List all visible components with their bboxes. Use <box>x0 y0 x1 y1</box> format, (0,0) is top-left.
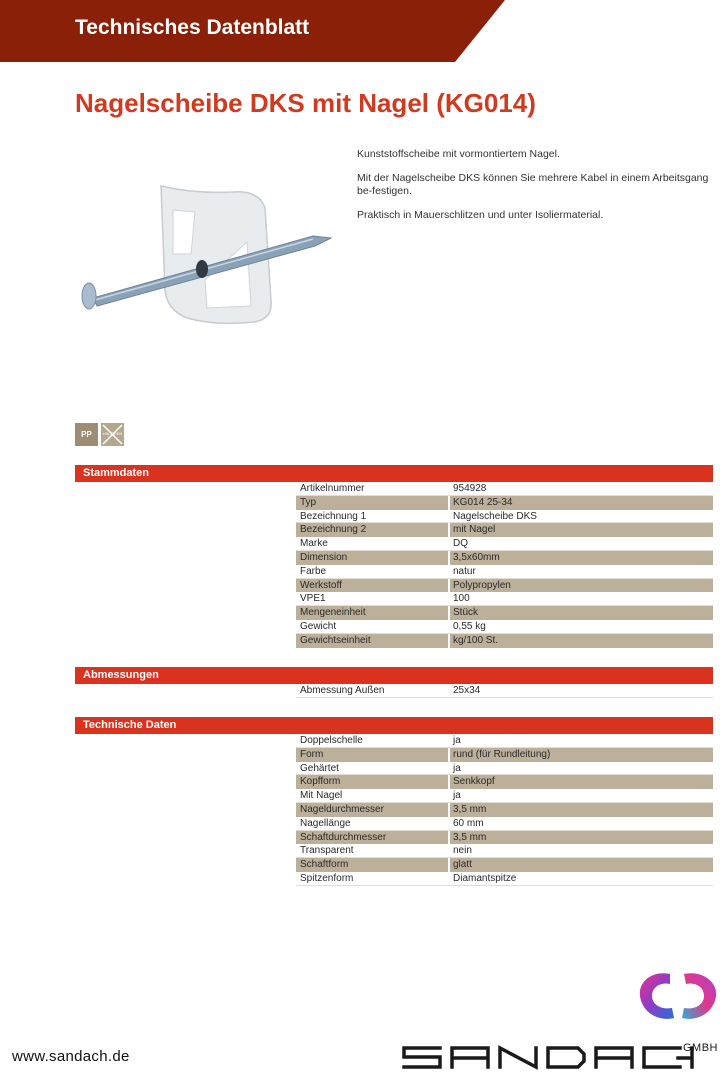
row-value: kg/100 St. <box>450 634 713 648</box>
row-key: Farbe <box>296 565 450 578</box>
table-row <box>296 620 713 634</box>
row-key: Nageldurchmesser <box>296 803 450 817</box>
table-row <box>296 748 713 762</box>
row-value: rund (für Rundleitung) <box>450 748 713 762</box>
table-row <box>296 684 713 698</box>
table-row <box>296 775 713 789</box>
table-row <box>296 496 713 510</box>
row-value: Senkkopf <box>450 775 713 789</box>
row-key: Mengeneinheit <box>296 606 450 620</box>
badge-halogen-text: HALOGEN <box>102 431 123 436</box>
table-row <box>296 872 713 886</box>
row-value: 25x34 <box>453 685 481 696</box>
product-title: Nagelscheibe DKS mit Nagel (KG014) <box>75 88 536 118</box>
table-row <box>296 551 713 565</box>
row-value: KG014 25-34 <box>450 496 713 510</box>
row-key: Form <box>296 748 450 762</box>
row-key: Gewichtseinheit <box>296 634 450 648</box>
header-bar <box>0 0 720 62</box>
material-badges <box>75 423 124 446</box>
row-value: ja <box>453 735 461 746</box>
section-stammdaten-header: Stammdaten <box>75 465 713 482</box>
table-row <box>296 803 713 817</box>
row-key: Kopfform <box>296 775 450 789</box>
table-row <box>296 606 713 620</box>
row-key: Bezeichnung 2 <box>296 523 450 537</box>
description-line: Kunststoffscheibe mit vormontiertem Nagel. <box>357 148 560 160</box>
row-value: 60 mm <box>453 817 484 829</box>
row-key: Artikelnummer <box>296 482 450 495</box>
row-value: ja <box>453 762 461 774</box>
row-key: Typ <box>296 496 450 510</box>
table-row <box>296 537 713 551</box>
row-key: Abmessung Außen <box>296 684 450 697</box>
stammdaten-table <box>296 482 713 648</box>
abmessungen-table <box>296 684 713 698</box>
table-row <box>296 762 713 776</box>
row-value: Nagelscheibe DKS <box>453 510 537 522</box>
badge-pp: PP <box>75 423 98 446</box>
description-line: Praktisch in Mauerschlitzen und unter Isoliermaterial. <box>357 209 604 221</box>
description-line: Mit der Nagelscheibe DKS können Sie mehrere Kabel in einem Arbeitsgang be-festigen. <box>357 172 709 197</box>
table-row <box>296 510 713 524</box>
row-value: Stück <box>450 606 713 620</box>
row-value: mit Nagel <box>450 523 713 537</box>
row-value: 100 <box>453 593 470 605</box>
row-key: VPE1 <box>296 592 450 605</box>
table-row <box>296 844 713 858</box>
row-key: Schaftdurchmesser <box>296 831 450 845</box>
sandach-logo-icon <box>636 968 720 1024</box>
row-value: ja <box>453 790 461 802</box>
section-abmessungen-header: Abmessungen <box>75 667 713 684</box>
table-row <box>296 634 713 648</box>
row-value: 3,5x60mm <box>450 551 713 565</box>
row-key: Bezeichnung 1 <box>296 510 450 523</box>
row-value: 3,5 mm <box>450 803 713 817</box>
company-suffix: GMBH <box>683 1042 718 1054</box>
row-key: Doppelschelle <box>296 734 450 747</box>
section-technische-daten-header: Technische Daten <box>75 717 713 734</box>
header-title: Technisches Datenblatt <box>75 16 310 39</box>
row-key: Gewicht <box>296 620 450 633</box>
website-link[interactable]: www.sandach.de <box>12 1048 130 1065</box>
table-row <box>296 592 713 606</box>
table-row <box>296 482 713 496</box>
row-key: Werkstoff <box>296 579 450 593</box>
row-key: Spitzenform <box>296 872 450 885</box>
product-description <box>357 148 712 233</box>
row-key: Gehärtet <box>296 762 450 775</box>
table-row <box>296 579 713 593</box>
row-value: natur <box>453 565 476 577</box>
row-value: DQ <box>453 538 468 550</box>
table-row <box>296 858 713 872</box>
row-value: 954928 <box>453 483 487 494</box>
sandach-wordmark <box>400 1040 720 1072</box>
halogen-free-icon <box>101 423 124 446</box>
row-key: Schaftform <box>296 858 450 872</box>
table-row <box>296 831 713 845</box>
row-value: 3,5 mm <box>450 831 713 845</box>
row-value: Polypropylen <box>450 579 713 593</box>
row-value: Diamantspitze <box>453 872 517 884</box>
row-value: glatt <box>450 858 713 872</box>
technische-daten-table <box>296 734 713 886</box>
row-key: Nagellänge <box>296 817 450 830</box>
row-value: 0,55 kg <box>453 620 486 632</box>
row-key: Marke <box>296 537 450 550</box>
table-row <box>296 789 713 803</box>
table-row <box>296 734 713 748</box>
row-key: Mit Nagel <box>296 789 450 802</box>
table-row <box>296 523 713 537</box>
row-value: nein <box>453 845 472 857</box>
row-key: Transparent <box>296 844 450 857</box>
nail-washer-image <box>75 150 337 410</box>
table-row <box>296 565 713 579</box>
table-row <box>296 817 713 831</box>
row-key: Dimension <box>296 551 450 565</box>
